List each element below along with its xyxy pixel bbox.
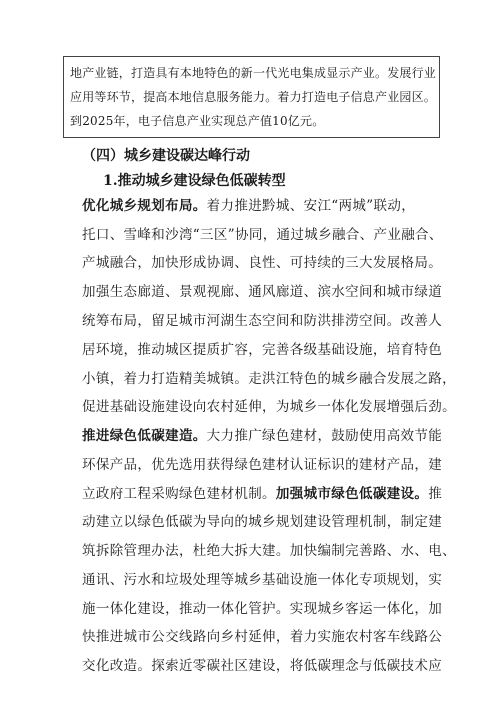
line-text: 着力推进黔城、安江“两城”联动， [206,198,416,214]
line-text: 托口、雪峰和沙湾“三区”协同，通过城乡融合、产业融合、 [82,227,443,243]
line-text: 立政府工程采购绿色建材机制。 [82,486,276,502]
body-line [82,369,456,389]
section-heading: （四）城乡建设碳达峰行动 [82,148,250,164]
body-line [82,426,442,446]
body-line [82,455,442,475]
line-text: 快推进城市公交线路向乡村延伸，着力实施农村客车线路公 [82,629,443,645]
line-text: 加强生态廊道、景观视廊、通风廊道、滨水空间和城市绿道 [82,284,443,300]
body-line [82,627,442,647]
body-line [82,570,442,590]
line-text: 大力推广绿色建材，鼓励使用高效节能 [206,428,443,444]
boxed-text-line: 应用等环节，提高本地信息服务能力。着力打造电子信息产业园区。 [70,90,437,104]
line-text: 通讯、污水和垃圾处理等城乡基础设施一体化专项规划，实 [82,572,443,588]
sub-heading: 1.推动城乡建设绿色低碳转型 [103,173,286,189]
body-line [82,541,456,561]
line-text: 交化改造。探索近零碳社区建设，将低碳理念与低碳技术应 [82,658,443,674]
body-line [82,656,442,676]
line-text: 促进基础设施建设向农村延伸，为城乡一体化发展增强后劲。 [82,399,456,415]
line-text: 产城融合，加快形成协调、良性、可持续的三大发展格局。 [82,255,443,271]
body-line [82,484,442,504]
body-line [82,311,442,331]
body-line [82,196,415,216]
line-text: 小镇，着力打造精美城镇。走洪江特色的城乡融合发展之路， [82,371,456,387]
line-text: 筑拆除管理办法，杜绝大拆大建。加快编制完善路、水、电、 [82,543,456,559]
line-text: 统筹布局，留足城市河湖生态空间和防洪排涝空间。改善人 [82,313,443,329]
line-text: 动建立以绿色低碳为导向的城乡规划建设管理机制，制定建 [82,514,443,530]
bold-lead: 优化城乡规划布局。 [82,198,207,214]
body-line [82,397,456,417]
boxed-text-line: 到2025年，电子信息产业实现总产值10亿元。 [70,114,325,128]
body-line [82,282,442,302]
line-text: 环保产品，优先选用获得绿色建材认证标识的建材产品，建 [82,457,443,473]
body-line [82,253,442,273]
bold-lead: 推进绿色低碳建造。 [82,428,207,444]
body-line [82,340,442,360]
body-line [82,512,442,532]
line-text: 居环境，推动城区提质扩容，完善各级基础设施，培育特色 [82,342,443,358]
body-line [82,225,443,245]
boxed-text-line: 地产业链，打造具有本地特色的新一代光电集成显示产业。发展行业 [70,66,437,80]
bold-lead: 加强城市绿色低碳建设。 [275,486,429,502]
line-text: 推 [428,486,443,502]
body-line [82,599,442,619]
line-text: 施一体化建设，推动一体化管护。实现城乡客运一体化，加 [82,601,443,617]
